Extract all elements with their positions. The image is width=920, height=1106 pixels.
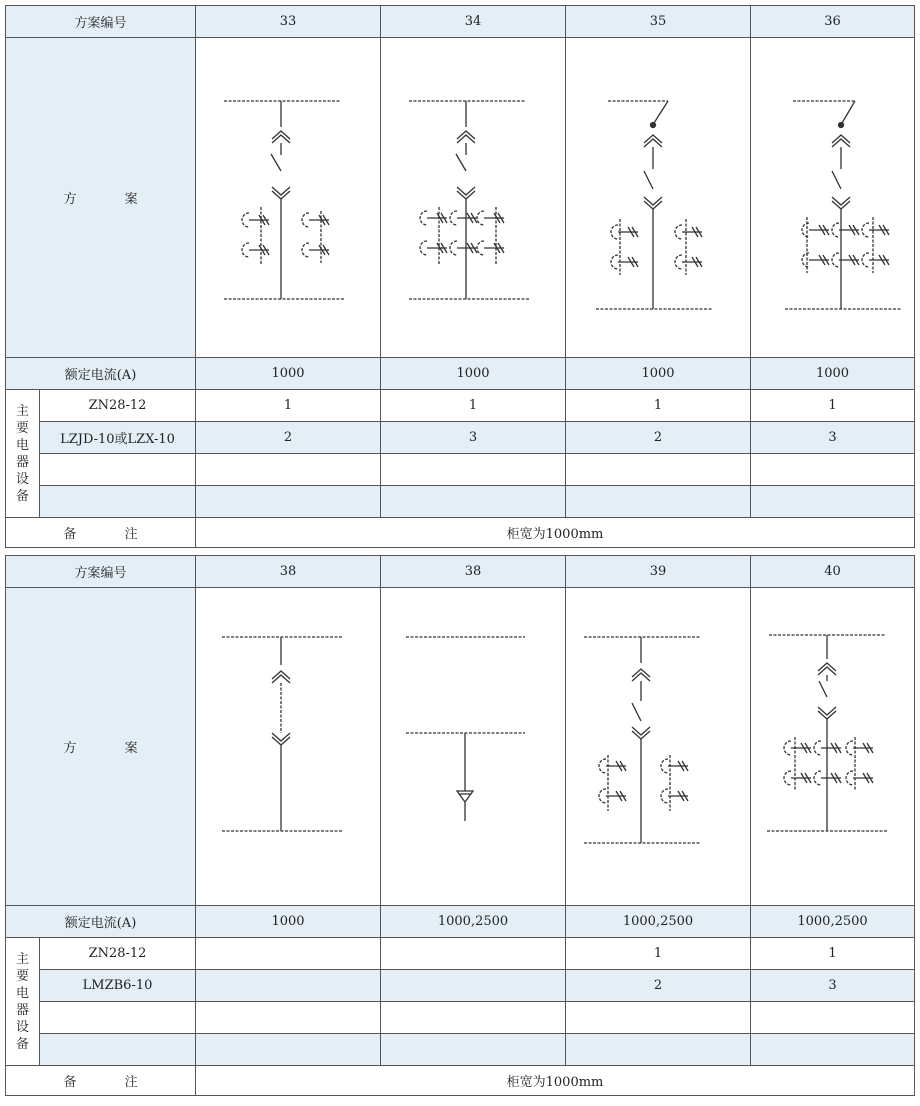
- scheme-diagram-cell: [566, 588, 751, 906]
- equipment-group-char: 设: [15, 471, 29, 487]
- equipment-count: [751, 1002, 915, 1034]
- remark-row-label: [6, 1066, 196, 1096]
- circuit-diagram-36: [751, 39, 915, 357]
- rated-current-cell: 1000,2500: [381, 906, 566, 938]
- equipment-count: 1: [751, 390, 915, 422]
- scheme-diagram-cell: [751, 38, 915, 358]
- scheme-number-label: 方案编号: [6, 556, 196, 588]
- scheme-label: 方 案: [63, 192, 160, 207]
- equipment-count: [566, 1002, 751, 1034]
- equipment-group-char: 电: [15, 437, 29, 453]
- remark-text: 柜宽为1000mm: [196, 518, 915, 548]
- circuit-diagram-39: [566, 589, 751, 905]
- equipment-count: [381, 486, 566, 518]
- scheme-diagram-cell: [566, 38, 751, 358]
- equipment-count: 1: [566, 390, 751, 422]
- remark-label: 备 注: [63, 1075, 160, 1090]
- scheme-row-label: [6, 588, 196, 906]
- equipment-count: [381, 454, 566, 486]
- equipment-count: [751, 1034, 915, 1066]
- equipment-name: ZN28-12: [40, 390, 196, 422]
- circuit-diagram-34: [381, 39, 566, 357]
- scheme-diagram-cell: [196, 38, 381, 358]
- circuit-diagram-38b: [381, 589, 566, 905]
- equipment-group-char: 器: [15, 1002, 29, 1018]
- scheme-number-cell: 38: [381, 556, 566, 588]
- equipment-group-char: 要: [15, 420, 29, 436]
- scheme-number-cell: 40: [751, 556, 915, 588]
- equipment-group-char: 备: [15, 1036, 29, 1052]
- equipment-count: [566, 486, 751, 518]
- equipment-count: [566, 454, 751, 486]
- scheme-number-cell: 34: [381, 6, 566, 38]
- remark-label: 备 注: [63, 527, 160, 542]
- rated-current-cell: 1000: [196, 358, 381, 390]
- equipment-name: [40, 1034, 196, 1066]
- rated-current-cell: 1000: [381, 358, 566, 390]
- equipment-count: 1: [751, 938, 915, 970]
- equipment-name: LMZB6-10: [40, 970, 196, 1002]
- equipment-count: [381, 970, 566, 1002]
- equipment-count: 3: [751, 422, 915, 454]
- scheme-diagram-cell: [751, 588, 915, 906]
- equipment-count: [196, 970, 381, 1002]
- equipment-count: [196, 454, 381, 486]
- scheme-table-2: [5, 555, 915, 1096]
- equipment-count: [381, 938, 566, 970]
- equipment-count: 1: [196, 390, 381, 422]
- equipment-count: 2: [566, 422, 751, 454]
- equipment-count: 3: [381, 422, 566, 454]
- equipment-name: LZJD-10或LZX-10: [40, 422, 196, 454]
- equipment-count: 2: [196, 422, 381, 454]
- rated-current-cell: 1000: [751, 358, 915, 390]
- equipment-count: [196, 1002, 381, 1034]
- equipment-name: ZN28-12: [40, 938, 196, 970]
- equipment-count: [381, 1034, 566, 1066]
- scheme-number-cell: 33: [196, 6, 381, 38]
- equipment-count: [566, 1034, 751, 1066]
- scheme-number-cell: 36: [751, 6, 915, 38]
- equipment-count: 2: [566, 970, 751, 1002]
- equipment-count: 1: [381, 390, 566, 422]
- rated-current-cell: 1000: [566, 358, 751, 390]
- equipment-group-char: 主: [15, 951, 29, 967]
- scheme-diagram-cell: [381, 38, 566, 358]
- equipment-group-label: [6, 938, 40, 1066]
- equipment-count: 1: [566, 938, 751, 970]
- scheme-table-1: [5, 5, 915, 548]
- rated-current-cell: 1000,2500: [566, 906, 751, 938]
- equipment-group-char: 备: [15, 488, 29, 504]
- equipment-group-char: 主: [15, 403, 29, 419]
- circuit-diagram-33: [196, 39, 381, 357]
- scheme-number-cell: 38: [196, 556, 381, 588]
- equipment-group-label: [6, 390, 40, 518]
- rated-current-cell: 1000,2500: [751, 906, 915, 938]
- equipment-group-char: 设: [15, 1019, 29, 1035]
- circuit-diagram-35: [566, 39, 751, 357]
- rated-current-label: 额定电流(A): [6, 358, 196, 390]
- scheme-label: 方 案: [63, 741, 160, 756]
- equipment-group-char: 器: [15, 454, 29, 470]
- circuit-diagram-38a: [196, 589, 381, 905]
- remark-text: 柜宽为1000mm: [196, 1066, 915, 1096]
- equipment-name: [40, 486, 196, 518]
- equipment-group-char: 要: [15, 968, 29, 984]
- equipment-name: [40, 454, 196, 486]
- equipment-group-char: 电: [15, 985, 29, 1001]
- circuit-diagram-40: [751, 589, 915, 905]
- equipment-name: [40, 1002, 196, 1034]
- rated-current-label: 额定电流(A): [6, 906, 196, 938]
- equipment-count: [381, 1002, 566, 1034]
- scheme-diagram-cell: [381, 588, 566, 906]
- equipment-count: [751, 486, 915, 518]
- remark-row-label: [6, 518, 196, 548]
- equipment-count: 3: [751, 970, 915, 1002]
- scheme-number-cell: 39: [566, 556, 751, 588]
- equipment-count: [196, 938, 381, 970]
- scheme-number-cell: 35: [566, 6, 751, 38]
- scheme-row-label: [6, 38, 196, 358]
- equipment-count: [196, 486, 381, 518]
- equipment-count: [196, 1034, 381, 1066]
- scheme-number-label: 方案编号: [6, 6, 196, 38]
- equipment-count: [751, 454, 915, 486]
- scheme-diagram-cell: [196, 588, 381, 906]
- rated-current-cell: 1000: [196, 906, 381, 938]
